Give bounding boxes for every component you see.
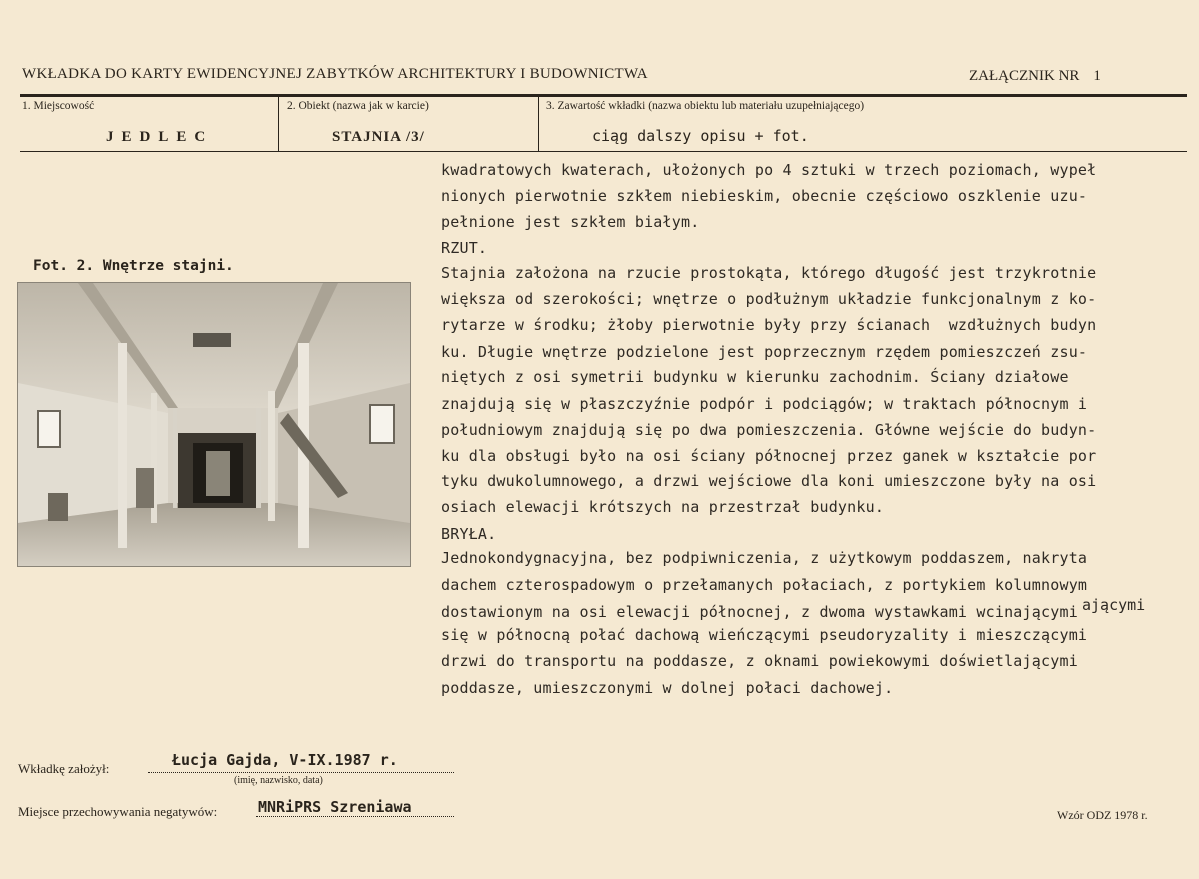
form-template-note: Wzór ODZ 1978 r. — [1057, 808, 1148, 822]
text-line: większa od szerokości; wnętrze o podłużnym układzie funkcjonalnym z ko- — [441, 290, 1097, 308]
photo-caption: Fot. 2. Wnętrze stajni. — [33, 258, 234, 274]
field-divider-1 — [278, 96, 279, 151]
field-label-miejscowosc: 1. Miejscowość — [22, 100, 95, 112]
creator-value: Łucja Gajda, V-IX.1987 r. — [172, 751, 398, 769]
field-value-miejscowosc: JEDLEC — [106, 129, 214, 145]
text-line: pełnione jest szkłem białym. — [441, 213, 700, 231]
text-line: ku dla obsługi było na osi ściany północnej przez ganek w kształcie por — [441, 447, 1097, 465]
text-line: Jednokondygnacyjna, bez podpiwniczenia, z użytkowym poddaszem, nakryta — [441, 549, 1088, 567]
attachment-label: ZAŁĄCZNIK NR — [969, 68, 1080, 84]
text-line: ku. Długie wnętrze podzielone jest poprzecznym rzędem pomieszczeń zsu- — [441, 343, 1088, 361]
creator-sublabel: (imię, nazwisko, data) — [234, 775, 323, 786]
creator-dotline — [148, 772, 454, 773]
text-line: poddasze, umieszczonymi w dolnej połaci dachowej. — [441, 679, 894, 697]
overtyped-word: ającymi — [1082, 596, 1146, 614]
fields-rule — [20, 151, 1187, 152]
text-line: się w północną połać dachową wieńczącymi pseudoryzality i mieszczącymi — [441, 626, 1088, 644]
text-line: znajdują się w płaszczyźnie podpór i podciągów; w traktach północnym i — [441, 395, 1088, 413]
text-line: rytarze w środku; żłoby pierwotnie były przy ścianach wzdłużnych budyn — [441, 316, 1097, 334]
text-line: tyku dwukolumnowego, a drzwi wejściowe dla koni umieszczone były na osi — [441, 472, 1097, 490]
field-divider-2 — [538, 96, 539, 151]
interior-photo — [17, 282, 411, 567]
negatives-dotline — [256, 816, 454, 817]
field-value-zawartosc: ciąg dalszy opisu + fot. — [592, 127, 809, 145]
creator-label: Wkładkę założył: — [18, 761, 110, 776]
field-label-obiekt: 2. Obiekt (nazwa jak w karcie) — [287, 100, 429, 112]
field-value-obiekt: STAJNIA /3/ — [332, 129, 425, 145]
text-line: osiach elewacji krótszych na przestrzał budynku. — [441, 498, 885, 516]
text-line: dachem czterospadowym o przełamanych połaciach, z portykiem kolumnowym — [441, 576, 1088, 594]
header-rule — [20, 94, 1187, 97]
text-line: nionych pierwotnie szkłem niebieskim, obecnie częściowo oszklenie uzu- — [441, 187, 1088, 205]
text-line: BRYŁA. — [441, 525, 497, 543]
negatives-label: Miejsce przechowywania negatywów: — [18, 804, 218, 819]
field-label-zawartosc: 3. Zawartość wkładki (nazwa obiektu lub materiału uzupełniającego) — [546, 100, 865, 112]
text-line: kwadratowych kwaterach, ułożonych po 4 sztuki w trzech poziomach, wypeł — [441, 161, 1097, 179]
text-line: drzwi do transportu na poddasze, z oknami powiekowymi doświetlającymi — [441, 652, 1078, 670]
text-line: Stajnia założona na rzucie prostokąta, którego długość jest trzykrotnie — [441, 264, 1097, 282]
negatives-value: MNRiPRS Szreniawa — [258, 798, 412, 816]
card-title: WKŁADKA DO KARTY EWIDENCYJNEJ ZABYTKÓW ARCHITEKTURY I BUDOWNICTWA — [22, 66, 648, 82]
text-line: południowym znajdują się po dwa pomieszczenia. Główne wejście do budyn- — [441, 421, 1097, 439]
text-line: dostawionym na osi elewacji północnej, z dwoma wystawkami wcinającymi — [441, 603, 1078, 621]
text-line: RZUT. — [441, 239, 488, 257]
attachment-value: 1 — [1093, 68, 1101, 84]
attachment-number — [969, 68, 1101, 85]
text-line: niętych z osi symetrii budynku w kierunku zachodnim. Ściany działowe — [441, 368, 1069, 386]
